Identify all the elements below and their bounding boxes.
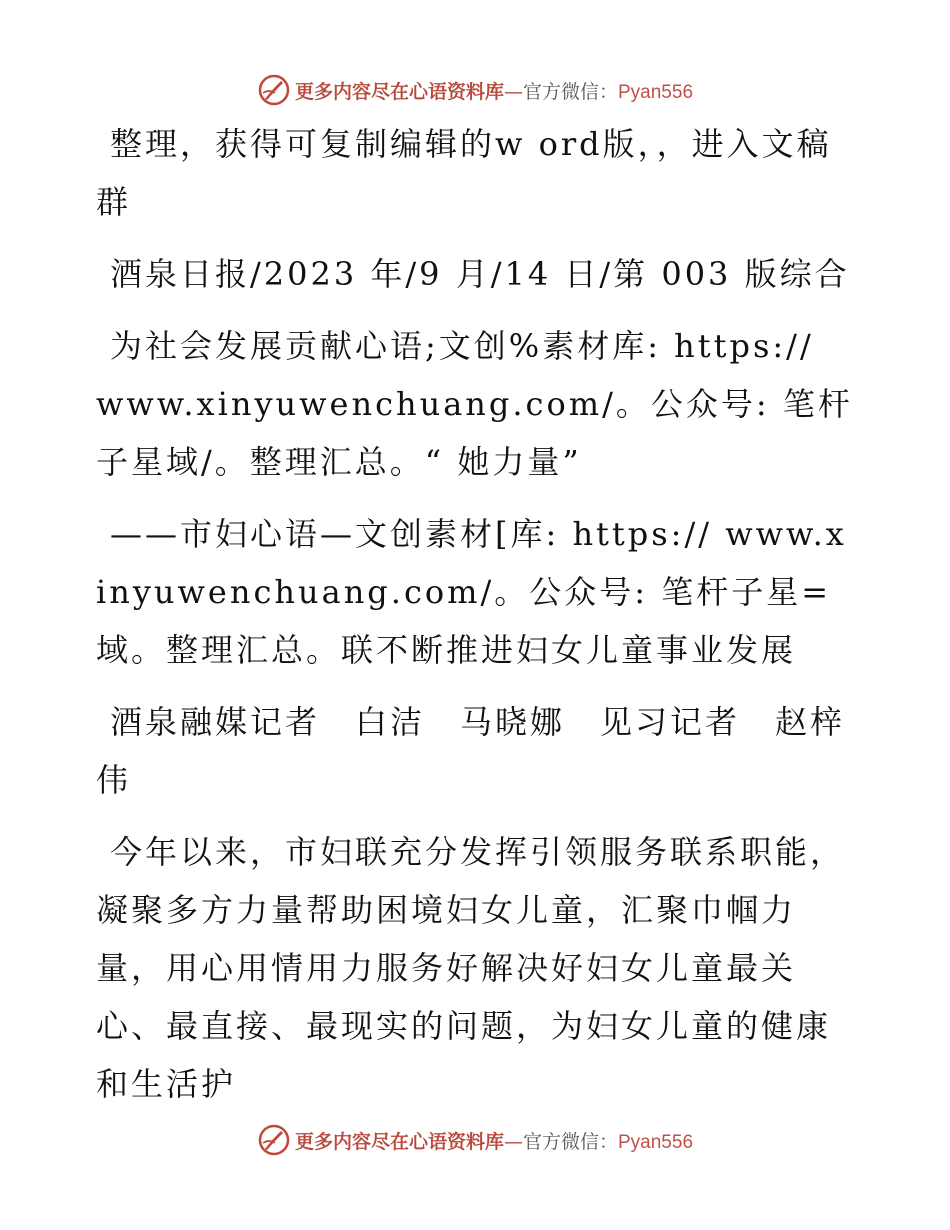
brush-logo-icon [257,73,291,107]
watermark-text [295,1127,693,1154]
paragraph-title-part1: 为社会发展贡献心语;文创%素材库: https:// www.xinyuwenchuang.com/。公众号: 笔杆子星域/。整理汇总。“ 她力量” [96,327,853,481]
watermark-main: 更多内容尽在心语资料库 [294,80,504,103]
watermark-wechat-id: Pyan556 [618,81,694,103]
watermark-text [295,77,693,104]
paragraph-source: 酒泉日报/2023 年/9 月/14 日/第 003 版综合 [110,255,850,293]
document-body [96,115,856,1127]
header-watermark [0,70,950,110]
paragraph-byline: 酒泉融媒记者 白洁 马晓娜 见习记者 赵梓伟 [96,703,846,799]
watermark-main: 更多内容尽在心语资料库 [294,1130,504,1153]
brush-logo-icon [257,1123,291,1157]
watermark-label: 官方微信： [522,1130,618,1153]
watermark-separator: — [503,1130,523,1153]
paragraph-body: 今年以来，市妇联充分发挥引领服务联系职能，凝聚多方力量帮助困境妇女儿童，汇聚巾帼力量，用心用情用力服务好解决好妇女儿童最关心、最直接、最现实的问题，为妇女儿童的健康和生活护 [96,833,846,1103]
paragraph-title-part2: ——市妇心语—文创素材[库: https:// www.xinyuwenchuang.com/。公众号: 笔杆子星=域。整理汇总。联不断推进妇女儿童事业发展 [96,515,847,669]
watermark-separator: — [503,80,523,103]
watermark-wechat-id: Pyan556 [618,1131,694,1153]
footer-watermark [0,1120,950,1160]
watermark-label: 官方微信： [522,80,618,103]
paragraph-intro: 整理，获得可复制编辑的w ord版，，进入文稿群 [96,125,832,221]
